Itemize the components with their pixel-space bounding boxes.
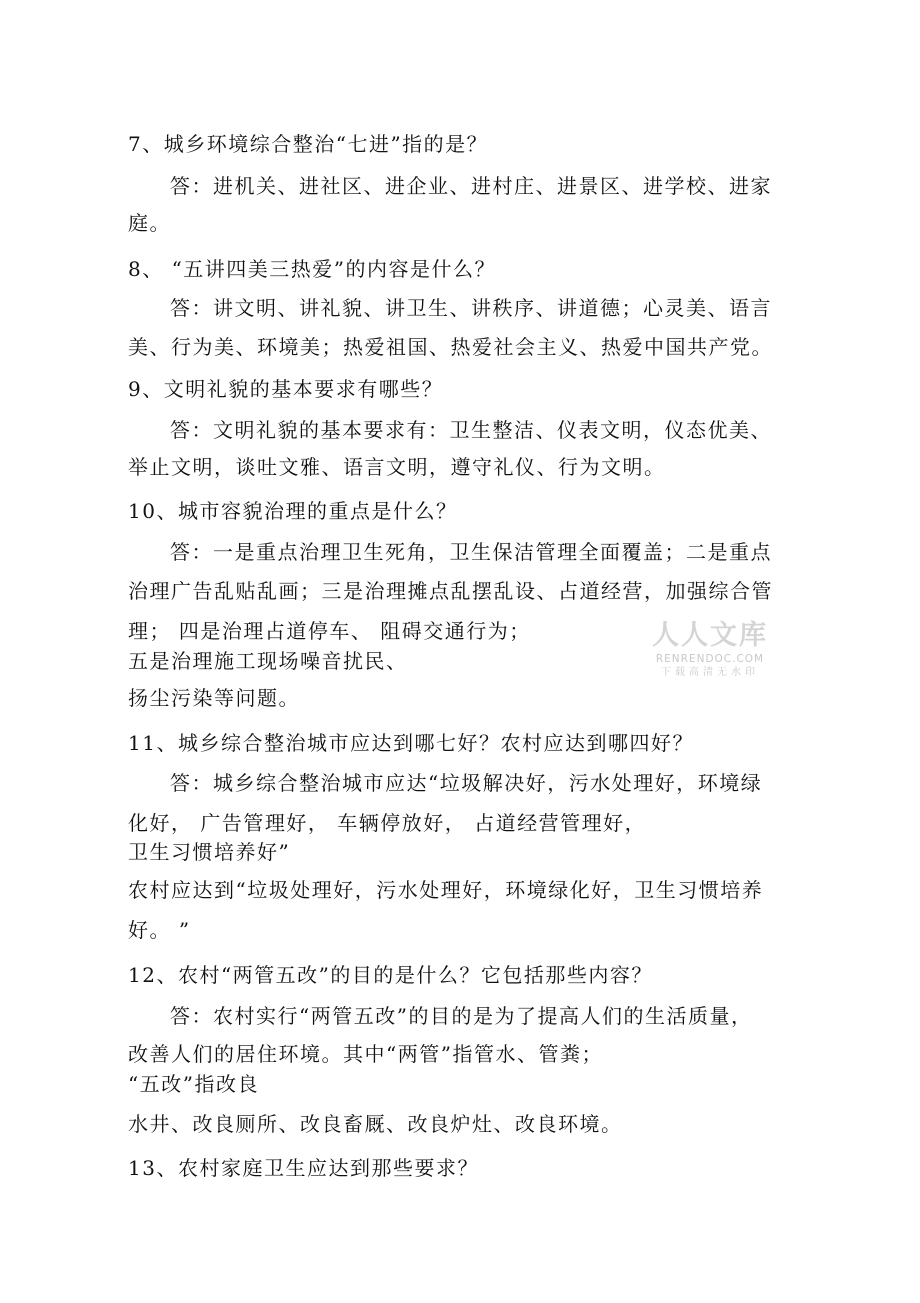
question-8: 8、 “五讲四美三热爱”的内容是什么？: [128, 257, 497, 281]
watermark-title: 人人文库: [652, 620, 768, 651]
answer-8-line-1: 答：讲文明、讲礼貌、讲卫生、讲秩序、讲道德；心灵美、语言: [170, 296, 772, 320]
watermark-tagline: 下载高清无水印: [661, 667, 759, 678]
answer-7-line-2: 庭。: [128, 211, 171, 235]
answer-12-line-2: 改善人们的居住环境。其中“两管”指管水、管粪；: [128, 1042, 603, 1066]
answer-10-line-4: 五是治理施工现场噪音扰民、: [128, 649, 408, 673]
answer-7-line-1: 答：进机关、进社区、进企业、进村庄、进景区、进学校、进家: [170, 174, 772, 198]
answer-10-line-3: 理； 四是治理占道停车、 阻碍交通行为；: [128, 619, 531, 643]
answer-11-line-1: 答：城乡综合整治城市应达“垃圾解决好，污水处理好，环境绿: [170, 771, 763, 795]
answer-12-line-3: “五改”指改良: [128, 1072, 259, 1096]
watermark-logo: [646, 620, 774, 679]
answer-10-line-1: 答：一是重点治理卫生死角，卫生保洁管理全面覆盖；二是重点: [170, 540, 772, 564]
answer-11-line-2: 化好， 广告管理好， 车辆停放好， 占道经营管理好，: [128, 811, 647, 835]
answer-10-line-2: 治理广告乱贴乱画；三是治理摊点乱摆乱设、占道经营，加强综合管: [128, 579, 773, 603]
question-9: 9、文明礼貌的基本要求有哪些？: [128, 377, 444, 401]
answer-11-line-5: 好。 ”: [128, 918, 191, 942]
answer-12-line-1: 答：农村实行“两管五改”的目的是为了提高人们的生活质量，: [170, 1004, 753, 1028]
answer-11-line-4: 农村应达到“垃圾处理好，污水处理好，环境绿化好，卫生习惯培养: [128, 878, 764, 902]
answer-11-line-3: 卫生习惯培养好”: [128, 840, 291, 864]
question-7: 7、城乡环境综合整治“七进”指的是？: [128, 132, 489, 156]
question-13: 13、农村家庭卫生应达到那些要求？: [128, 1156, 479, 1180]
watermark-domain: RENRENDOC.COM: [655, 653, 765, 665]
question-10: 10、城市容貌治理的重点是什么？: [128, 499, 458, 523]
question-12: 12、农村“两管五改”的目的是什么？它包括那些内容？: [128, 963, 653, 987]
answer-10-line-5: 扬尘污染等问题。: [128, 686, 300, 710]
answer-9-line-1: 答：文明礼貌的基本要求有：卫生整洁、仪表文明，仪态优美、: [170, 418, 772, 442]
answer-12-line-4: 水井、改良厕所、改良畜厩、改良炉灶、改良环境。: [128, 1112, 623, 1136]
answer-9-line-2: 举止文明，谈吐文雅、语言文明，遵守礼仪、行为文明。: [128, 455, 666, 479]
answer-8-line-2: 美、行为美、环境美；热爱祖国、热爱社会主义、热爱中国共产党。: [128, 335, 773, 359]
question-11: 11、城乡综合整治城市应达到哪七好？农村应达到哪四好？: [128, 731, 694, 755]
